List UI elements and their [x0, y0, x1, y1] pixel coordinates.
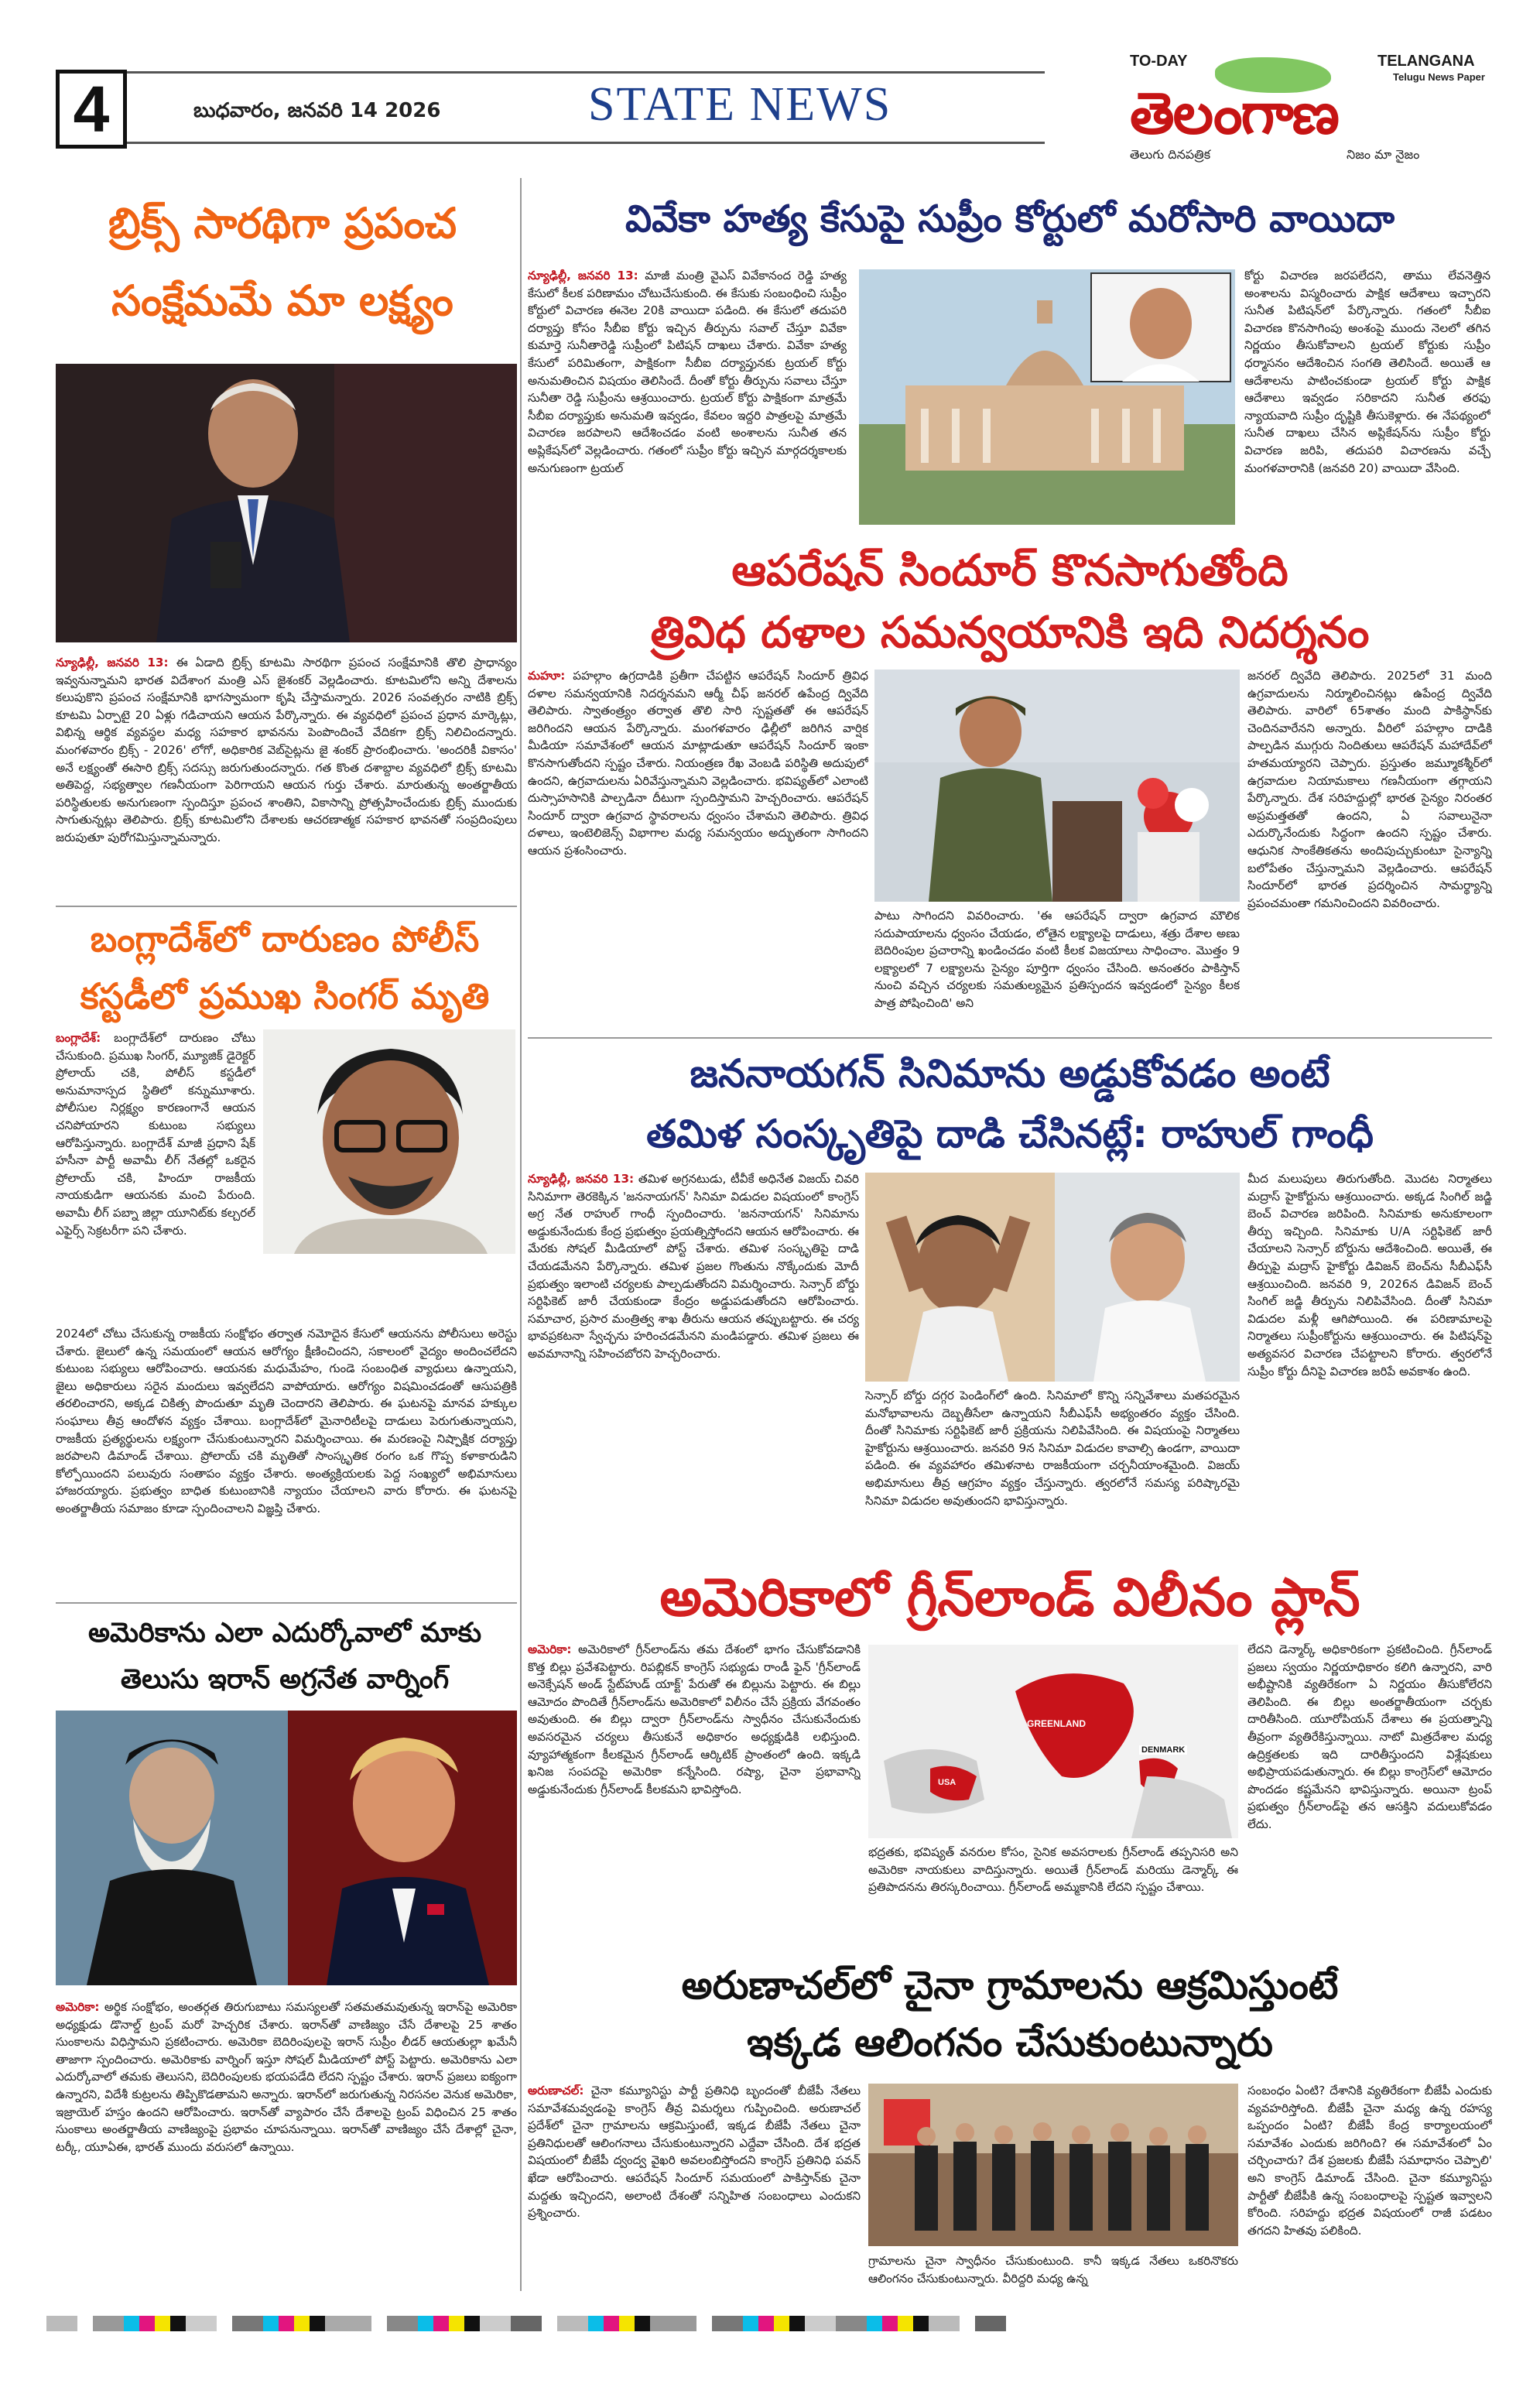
- map-label-greenland: GREENLAND: [1027, 1718, 1087, 1729]
- iran-headline-line2: తెలుసు ఇరాన్ అగ్రనేత వార్నింగ్: [120, 1664, 450, 1695]
- sindoor-body-left: [528, 667, 868, 1033]
- singer-photo: [263, 1029, 515, 1254]
- sindoor-body-mid: పాటు సాగిందని వివరించారు. 'ఈ ఆపరేషన్ ద్వారా ఉగ్రవాద మౌలిక సదుపాయాలను ధ్వంసం చేయడం, లోతైన లక్ష్యాలపై దాడులు, శత్రు దేశాల అణు బెదిరింపుల ప్రచారాన్ని ఖండించడం వంటి కీలక విజయాలు సాధించాం. మొత్తం 9 లక్ష్యాలలో 7 లక్ష్యాలను సైన్యం పూర్తిగా ధ్వంసం చేసింది. అనంతరం పాకిస్తాన్ నుంచి వచ్చిన చర్యలకు సమతుల్యమైన ప్రతిస్పందన ఇవ్వడంలో సైన్యం కీలక పాత్ర పోషించింది' అని: [874, 909, 1240, 1010]
- iran-body: [56, 1998, 517, 2300]
- logo-title: తెలంగాణ: [1130, 80, 1338, 147]
- brics-headline-line2: సంక్షేమమే మా లక్ష్యం: [111, 276, 453, 325]
- bangladesh-headline-line2: కస్టడీలో ప్రముఖ సింగర్ మృతి: [80, 975, 490, 1017]
- iran-body-text: అర్థిక సంక్షోభం, అంతర్గత తిరుగుబాటు సమస్యలతో సతమతమవుతున్న ఇరాన్‌పై అమెరికా అధ్యక్షుడు డొనాల్డ్ ట్రంప్ మరో హెచ్చరిక చేశారు. ఇరాన్‌తో వాణిజ్యం చేసే దేశాలపై 25 శాతం సుంకాలను విధిస్తామని ప్రకటించారు. అమెరికా బెదిరింపులపై ఇరాన్ సుప్రీం లీడర్ ఆయతుల్లా ఖమేనీ తాజాగా స్పందించారు. అమెరికాకు వార్నింగ్ ఇస్తూ సోషల్ మీడియాలో పోస్ట్ పెట్టారు. అమెరికాను ఎలా ఎదుర్కోవాలో తమకు తెలుసని, బెదిరింపులకు భయపడేది లేదని స్పష్టం చేశారు. ఇరాన్ ప్రజలు ఐక్యంగా ఉన్నారని, విదేశీ కుట్రలను తిప్పికొడతామని అన్నారు. ఇరాన్‌లో జరుగుతున్న నిరసనల వెనుక అమెరికా, ఇజ్రాయెల్ హస్తం ఉందని ఆరోపించారు. ఇరాన్‌తో వ్యాపారం చేసే దేశాలపై ట్రంప్ విధించిన 25 శాతం సుంకాలు అంతర్జాతీయ వాణిజ్యంపై ప్రభావం చూపనున్నాయి. ఇరాన్‌తో వాణిజ్యం చేసే దేశాల్లో చైనా, టర్కీ, యూఏఈ, భారత్ ముందు వరుసలో ఉన్నాయి.: [56, 2000, 517, 2154]
- arunachal-headline-line2: ఇక్కడ ఆలింగనం చేసుకుంటున్నారు: [747, 2020, 1273, 2065]
- print-registration-bar: [46, 2316, 1494, 2331]
- section-divider: [56, 1602, 517, 1604]
- greenland-lead: అమెరికా:: [528, 1642, 572, 1656]
- arunachal-meeting-photo: [868, 2084, 1238, 2246]
- iran-headline-line1: అమెరికాను ఎలా ఎదుర్కోవాలో మాకు: [87, 1618, 482, 1649]
- brics-body-text: ఈ ఏడాది బ్రిక్స్ కూటమి సారథిగా ప్రపంచ సంక్షేమానికి తొలి ప్రాధాన్యం ఇవ్వనున్నామని భారత విదేశాంగ మంత్రి ఎస్ జైశంకర్ వెల్లడించారు. కూటమిలోని అన్ని దేశాలను కలుపుకొని ప్రపంచ సంక్షేమానికి భాగస్వామంగా కృషి చేస్తామన్నారు. 2026 సంవత్సరం నాటికి బ్రిక్స్ కూటమి ఏర్పాటై 20 ఏళ్లు గడిచాయని ఆయన పేర్కొన్నారు. ఈ వ్యవధిలో ప్రపంచ ప్రధాన మార్కెట్లు, విభిన్న ఆర్థిక వ్యవస్థల మధ్య సహకార భావనను పెంపొందించే వేదికగా బ్రిక్స్ నిలిచిందన్నారు. మంగళవారం బ్రిక్స్ - 2026' లోగో, అధికారిక వెబ్‌సైట్లను జై శంకర్ ప్రారంభించారు. 'అందరికీ వికాసం' అనే లక్ష్యంతో ఈసారి బ్రిక్స్ సదస్సు జరుగుతుందన్నారు. గత కొంత దశాబ్దాల వ్యవధిలో బ్రిక్స్ కూటమి అతిపెద్ద, సభ్యత్వాల గణనీయంగా పెరిగాయని ఆయన గుర్తు చేశారు. మారుతున్న అంతర్జాతీయ పరిస్థితులకు అనుగుణంగా స్పందిస్తూ ప్రపంచ శాంతిని, వికాసాన్ని ప్రోత్సహించేందుకు బ్రిక్స్ ముందుకు సాగుతున్నట్లు తెలిపారు. బ్రిక్స్ కూటమిలోని దేశాలకు ఆచరణాత్మక సహకార భావనతో సంప్రదింపులు జరుపుతూ పురోగమిస్తున్నామన్నారు.: [56, 656, 517, 844]
- dateline: బుధవారం, జనవరి 14 2026: [193, 99, 441, 122]
- greenland-body-left-text: అమెరికాలో గ్రీన్‌లాండ్‌ను తమ దేశంలో భాగం చేసుకోవడానికి కొత్త బిల్లు ప్రవేశపెట్టారు. రిపబ్లికన్ కాంగ్రెస్ సభ్యుడు రాండీ ఫైన్ 'గ్రీన్‌లాండ్ అనెక్సేషన్ అండ్ స్టేట్‌హుడ్ యాక్ట్' పేరుతో ఈ బిల్లును పెట్టారు. ఈ బిల్లు ఆమోదం పొందితే గ్రీన్‌లాండ్‌ను అమెరికాలో విలీనం చేసే ప్రక్రియ వేగవంతం అవుతుంది. ఈ బిల్లు ద్వారా గ్రీన్‌లాండ్‌ను స్వాధీనం చేసుకునేందుకు అవసరమైన చర్యలు తీసుకునే అధికారం అధ్యక్షుడికి లభిస్తుంది. వ్యూహాత్మకంగా కీలకమైన గ్రీన్‌లాండ్ ఆర్కిటిక్ ప్రాంతంలో ఉంది. ఇక్కడి ఖనిజ సంపదపై అమెరికా కన్నేసింది. రష్యా, చైనా ప్రభావాన్ని అడ్డుకునేందుకు గ్రీన్‌లాండ్ కీలకమని భావిస్తోంది.: [528, 1642, 861, 1796]
- greenland-map: [868, 1645, 1238, 1838]
- brics-lead: న్యూఢిల్లీ, జనవరి 13:: [56, 656, 169, 670]
- sindoor-lead: మహూ:: [528, 669, 566, 683]
- arunachal-body-left-text: చైనా కమ్యూనిస్టు పార్టీ ప్రతినిధి బృందంతో బీజేపీ నేతలు సమావేశమవ్వడంపై కాంగ్రెస్ తీవ్ర విమర్శలు గుప్పించింది. అరుణాచల్ ప్రదేశ్‌లో చైనా గ్రామాలను ఆక్రమిస్తుంటే, ఇక్కడ బీజేపీ నేతలు చైనా ప్రతినిధులతో ఆలింగనాలు చేసుకుంటున్నారని ఎద్దేవా చేసింది. దేశ భద్రత విషయంలో బీజేపీ ద్వంద్వ వైఖరి అవలంబిస్తోందని కాంగ్రెస్ ప్రతినిధి పవన్ ఖేడా ఆరోపించారు. ఆపరేషన్ సిందూర్ సమయంలో పాకిస్తాన్‌కు చైనా మద్దతు ఇచ్చిందని, అలాంటి దేశంతో సన్నిహిత సంబంధాలు ఎందుకని ప్రశ్నించారు.: [528, 2084, 861, 2221]
- column-divider: [520, 178, 522, 2291]
- section-divider: [528, 1037, 1492, 1039]
- arunachal-body-left: [528, 2082, 861, 2307]
- bangladesh-body-left-text: బంగ్లాదేశ్‌లో దారుణం చోటు చేసుకుంది. ప్రముఖ సింగర్, మ్యూజిక్ డైరెక్టర్ ప్రోలాయ్ చకి, పోలీస్ కస్టడీలో అనుమానాస్పద స్థితిలో కన్నుమూశారు. పోలీసుల నిర్లక్ష్యం కారణంగానే ఆయన చనిపోయారని కుటుంబ సభ్యులు ఆరోపిస్తున్నారు. బంగ్లాదేశ్ మాజీ ప్రధాని షేక్ హసీనా పార్టీ అవామీ లీగ్ నేతల్లో ఒకరైన ప్రోలాయ్ చకి, హిందూ రాజకీయ నాయకుడిగా ఆయనకు మంచి పేరుంది. అవామీ లీగ్ పబ్నా జిల్లా యూనిట్‌కు కల్చరల్ ఎఫైర్స్ సెక్రటరీగా పని చేశారు.: [56, 1031, 255, 1238]
- newspaper-logo[interactable]: [1099, 53, 1486, 166]
- greenland-body-right: లేదని డెన్మార్క్ అధికారికంగా ప్రకటించింది. గ్రీన్‌లాండ్ ప్రజలు స్వయం నిర్ణయాధికారం కలిగి ఉన్నారని, వారి అభీష్టానికి వ్యతిరేకంగా ఏ నిర్ణయం తీసుకోలేరని తెలిపింది. ఈ బిల్లు అంతర్జాతీయంగా చర్చకు దారితీసింది. యూరోపియన్ దేశాలు ఈ ప్రయత్నాన్ని తీవ్రంగా వ్యతిరేకిస్తున్నాయి. నాటో మిత్రదేశాల మధ్య ఉద్రిక్తతలకు ఇది దారితీస్తుందని విశ్లేషకులు అభిప్రాయపడుతున్నారు. ఈ బిల్లు కాంగ్రెస్‌లో ఆమోదం పొందడం కష్టమేనని భావిస్తున్నారు. అయినా ట్రంప్ ప్రభుత్వం గ్రీన్‌లాండ్‌పై తన ఆసక్తిని వదులుకోవడం లేదు.: [1247, 1642, 1492, 1831]
- vijay-rahul-photo: [865, 1173, 1240, 1382]
- jananayagan-headline-line2: తమిళ సంస్కృతిపై దాడి చేసినట్లే: రాహుల్ గాంధీ: [646, 1111, 1374, 1156]
- jananayagan-body-right: మీద మలుపులు తిరుగుతోంది. మొదట నిర్మాతలు మద్రాస్ హైకోర్టును ఆశ్రయించారు. అక్కడ సింగిల్ జడ్జి బెంచ్ విచారణ జరిపింది. సినిమాకు అనుకూలంగా తీర్పు ఇచ్చింది. సినిమాకు U/A సర్టిఫికెట్ జారీ చేయాలని సెన్సార్ బోర్డును ఆదేశించింది. అయితే, ఈ తీర్పుపై మద్రాస్ హైకోర్టు డివిజన్ బెంచ్‌ను సీబీఎఫ్‌సీ ఆశ్రయించింది. జనవరి 9, 2026న డివిజన్ బెంచ్ సింగిల్ జడ్జి తీర్పును నిలిపివేసింది. దీంతో సినిమా విడుదల మళ్లీ ఆగిపోయింది. ఈ పరిణామాలపై నిర్మాతలు సుప్రీంకోర్టును ఆశ్రయించారు. ఈ పిటిషన్‌పై అత్యవసర విచారణ చేపట్టాలని కోరారు. త్వరలోనే సుప్రీం కోర్టు దీనిపై విచారణ జరిపే అవకాశం ఉంది.: [1247, 1172, 1492, 1378]
- page-number: 4: [56, 70, 127, 149]
- jananayagan-headline-line1: జననాయగన్ సినిమాను అడ్డుకోవడం అంటే: [690, 1051, 1330, 1096]
- sindoor-headline-line1: ఆపరేషన్ సిందూర్ కొనసాగుతోంది: [731, 546, 1288, 596]
- map-label-denmark: DENMARK: [1139, 1745, 1187, 1755]
- iran-lead: అమెరికా:: [56, 2000, 100, 2014]
- brics-headline-line1: బ్రిక్స్ సారథిగా ప్రపంచ: [108, 199, 457, 248]
- bangladesh-body-full: 2024లో చోటు చేసుకున్న రాజకీయ సంక్షోభం తర్వాత నమోదైన కేసులో ఆయనను పోలీసులు అరెస్టు చేశారు. జైలులో ఉన్న సమయంలో ఆయన ఆరోగ్యం క్షీణించిందని, సకాలంలో వైద్యం అందించలేదని కుటుంబ సభ్యులు ఆరోపించారు. ఆయనకు మధుమేహం, గుండె సంబంధిత వ్యాధులు ఉన్నాయని, జైలు అధికారులు సరైన మందులు ఇవ్వలేదని వాపోయారు. ఆరోగ్యం విషమించడంతో ఆసుపత్రికి తరలించారని, అక్కడ చికిత్స పొందుతూ మృతి చెందారని తెలిపారు. ఈ ఘటనపై మానవ హక్కుల సంఘాలు తీవ్ర ఆందోళన వ్యక్తం చేశాయి. బంగ్లాదేశ్‌లో మైనారిటీలపై దాడులు పెరుగుతున్నాయని, రాజకీయ ప్రత్యర్థులను లక్ష్యంగా చేసుకుంటున్నారని విమర్శించాయి. ఈ మరణంపై నిష్పాక్షిక దర్యాప్తు జరపాలని డిమాండ్ చేశాయి. ప్రోలాయ్ చకి మృతితో సాంస్కృతిక రంగం ఒక గొప్ప కళాకారుడిని కోల్పోయిందని పలువురు సంతాపం వ్యక్తం చేశారు. అంత్యక్రియలకు పెద్ద సంఖ్యలో అభిమానులు హాజరయ్యారు. ప్రభుత్వం బాధిత కుటుంబానికి న్యాయం చేయాలని వారు కోరారు. ఈ ఘటనపై అంతర్జాతీయ సమాజం కూడా స్పందించాలని విజ్ఞప్తి చేశారు.: [56, 1327, 517, 1515]
- viveka-body-right: కోర్టు విచారణ జరపలేదని, తాము లేవనెత్తిన అంశాలను విస్మరించారు పాక్షిక ఆదేశాలు ఇచ్చారని సునీత పిటిషన్‌లో పేర్కొన్నారు. గతంలో సీబీఐ విచారణ కొనసాగింపు అంశంపై ముందు నెలలో తగిన నిర్ణయం తీసుకోవాలని ట్రయల్ కోర్టుకు సుప్రీం ధర్మాసనం ఆదేశించిన సంగతి తెలిసిందే. అయితే ఆ ఆదేశాలను పాటించకుండా ట్రయల్ కోర్టు పాక్షిక ఆదేశాలు ఇవ్వడం సరికాదని సునీత తరఫు న్యాయవాది సుప్రీం దృష్టికి తీసుకెళ్లారు. ఈ నేపథ్యంలో సునీత దాఖలు చేసిన అప్లికేషన్‌ను సుప్రీం కోర్టు విచారణ జరిపి, తదుపరి విచారణను వచ్చే మంగళవారానికి (జనవరి 20) వాయిదా వేసింది.: [1244, 269, 1490, 475]
- jananayagan-body-left: [528, 1170, 859, 1553]
- jananayagan-lead: న్యూఢిల్లీ, జనవరి 13:: [528, 1172, 635, 1186]
- logo-tag-sub: Telugu News Paper: [1393, 71, 1485, 83]
- map-label-usa: USA: [938, 1778, 957, 1787]
- iran-trump-photo: [56, 1711, 517, 1985]
- logo-tag-left: TO-DAY: [1130, 53, 1188, 70]
- arunachal-lead: అరుణాచల్:: [528, 2084, 584, 2098]
- viveka-lead: న్యూఢిల్లీ, జనవరి 13:: [528, 269, 638, 283]
- bangladesh-headline-line1: బంగ్లాదేశ్‌లో దారుణం పోలీస్: [90, 918, 480, 960]
- jananayagan-body-mid: సెన్సార్ బోర్డు దగ్గర పెండింగ్‌లో ఉంది. సినిమాలో కొన్ని సన్నివేశాలు మతపరమైన మనోభావాలను దెబ్బతీసేలా ఉన్నాయని సీబీఎఫ్‌సీ అభ్యంతరం వ్యక్తం చేసింది. దీంతో సినిమాకు సర్టిఫికెట్ జారీ ప్రక్రియను నిలిపివేసింది. ఈ విషయంపై నిర్మాతలు హైకోర్టును ఆశ్రయించారు. జనవరి 9న సినిమా విడుదల కావాల్సి ఉండగా, వాయిదా పడింది. ఈ వ్యవహారం తమిళనాట రాజకీయంగా చర్చనీయాంశమైంది. విజయ్ అభిమానులు తీవ్ర ఆగ్రహం వ్యక్తం చేస్తున్నారు. త్వరలోనే సమస్య పరిష్కారమై సినిమా విడుదల అవుతుందని భావిస్తున్నారు.: [865, 1389, 1240, 1508]
- jananayagan-body-left-text: తమిళ అగ్రనటుడు, టీవీకే అధినేత విజయ్ చివరి సినిమాగా తెరకెక్కిన 'జననాయగన్' సినిమా విడుదల విషయంలో కాంగ్రెస్ అగ్ర నేత రాహుల్ గాంధీ స్పందించారు. 'జననాయగన్' సినిమాను అడ్డుకునేందుకు కేంద్ర ప్రభుత్వం ప్రయత్నిస్తోందని ఆయన ఆరోపించారు. ఈ మేరకు సోషల్ మీడియాలో పోస్ట్ చేశారు. తమిళ సంస్కృతిపై దాడి చేయడమేనని పేర్కొన్నారు. తమిళ ప్రజల గొంతును నొక్కేందుకు మోదీ ప్రభుత్వం ఇలాంటి చర్యలకు పాల్పడుతోందని విమర్శించారు. సెన్సార్ బోర్డు సర్టిఫికెట్ జారీ చేయకుండా కేంద్రం అడ్డుపడుతోందని ఆరోపించారు. సమాచార, ప్రసార మంత్రిత్వ శాఖ తీరును ఆయన తప్పుబట్టారు. ఈ చర్య భావప్రకటనా స్వేచ్ఛను హరించడమేనని మండిపడ్డారు. తమిళ ప్రజలు ఈ అవమానాన్ని సహించబోరని హెచ్చరించారు.: [528, 1172, 859, 1361]
- logo-subtitle-right: నిజం మా నైజం: [1347, 147, 1420, 162]
- greenland-headline: అమెరికాలో గ్రీన్‌లాండ్ విలీనం ప్లాన్: [659, 1567, 1360, 1628]
- army-chief-photo: [874, 670, 1240, 902]
- supreme-court-photo: [859, 269, 1235, 525]
- sindoor-headline-line2: త్రివిధ దళాల సమన్వయానికి ఇది నిదర్శనం: [650, 608, 1370, 658]
- jaishankar-photo: [56, 364, 517, 642]
- section-divider: [56, 906, 517, 907]
- bangladesh-body-left: [56, 1029, 255, 1324]
- greenland-body-left: [528, 1641, 861, 1950]
- viveka-body-left-text: మాజీ మంత్రి వైఎస్ వివేకానంద రెడ్డి హత్య కేసులో కీలక పరిణామం చోటుచేసుకుంది. ఈ కేసుకు సంబంధించి సుప్రీం కోర్టులో విచారణ ఈనెల 20కి వాయిదా పడింది. ఈ కేసులో తదుపరి దర్యాప్తు కోసం సీబీఐ కోర్టు ఇచ్చిన తీర్పును సవాల్ చేస్తూ వివేకా కుమార్తె సునీతారెడ్డి సుప్రీంలో పిటిషన్ దాఖలు చేశారు. వివేకా హత్య కేసులో పరిమితంగా, పాక్షికంగా సీబీఐ దర్యాప్తునకు ట్రయల్ కోర్టు అనుమతించిన విషయం తెలిసిందే. దీంతో కోర్టు తీర్పును సవాలు చేస్తూ సునీతా రెడ్డి సుప్రీంను ఆశ్రయించారు. ట్రయల్ కోర్టు పాక్షికంగా మాత్రమే సీబీఐ దర్యాప్తుకు అనుమతి ఇవ్వడం, కేవలం ఇద్దరి పాత్రలపై మాత్రమే విచారణ జరపాలని ఆదేశించడం వంటి అంశాలను సునీత తన అప్లికేషన్‌లో వెల్లడించారు. గతంలో సుప్రీం కోర్టు ఇచ్చిన మార్గదర్శకాలకు అనుగుణంగా ట్రయల్: [528, 269, 847, 475]
- sindoor-body-left-text: పహల్గాం ఉగ్రదాడికి ప్రతీగా చేపట్టిన ఆపరేషన్ సిందూర్ త్రివిధ దళాల సమన్వయానికి నిదర్శనమని ఆర్మీ చీఫ్ జనరల్ ఉపేంద్ర ద్వివేది తెలిపారు. స్వాతంత్ర్యం తర్వాత తొలి సారి స్పష్టతతో ఈ ఆపరేషన్ జరిగిందని ఆయన పేర్కొన్నారు. మంగళవారం ఢిల్లీలో జరిగిన వార్షిక మీడియా సమావేశంలో ఆయన మాట్లాడుతూ ఆపరేషన్ సిందూర్ ఇంకా కొనసాగుతోందని స్పష్టం చేశారు. నియంత్రణ రేఖ వెంబడి పరిస్థితి అదుపులో ఉందని, ఉగ్రవాదులను ఏరివేస్తున్నామని వెల్లడించారు. భవిష్యత్‌లో ఎలాంటి దుస్సాహసానికి పాల్పడినా దీటుగా స్పందిస్తామని హెచ్చరించారు. ఆపరేషన్ సిందూర్ ద్వారా ఉగ్రవాద స్థావరాలను ధ్వంసం చేశామని తెలిపారు. త్రివిధ దళాలు, ఇంటెలిజెన్స్ విభాగాల మధ్య సమన్వయం అద్భుతంగా సాగిందని ఆయన ప్రశంసించారు.: [528, 669, 868, 858]
- bangladesh-lead: బంగ్లాదేశ్:: [56, 1031, 101, 1045]
- sindoor-body-right: జనరల్ ద్వివేది తెలిపారు. 2025లో 31 మంది ఉగ్రవాదులను నిర్మూలించినట్లు ఉపేంద్ర ద్వివేది తెలిపారు. వారిలో 65శాతం మంది పాకిస్థాన్‌కు చెందినవారేనని అన్నారు. వీరిలో పహల్గాం దాడికి పాల్పడిన ముగ్గురు నిందితులు ఆపరేషన్ మహాదేవ్‌లో హతమయ్యారని చెప్పారు. ప్రస్తుతం జమ్మూకశ్మీర్‌లో ఉగ్రవాదుల నియామకాలు గణనీయంగా తగ్గాయని పేర్కొన్నారు. దేశ సరిహద్దుల్లో భారత సైన్యం నిరంతర అప్రమత్తతతో ఉందని, ఏ సవాలునైనా ఎదుర్కొనేందుకు సిద్ధంగా ఉందని స్పష్టం చేశారు. ఆధునిక సాంకేతికతను అందిపుచ్చుకుంటూ సైన్యాన్ని బలోపేతం చేస్తున్నామని వెల్లడించారు. ఆపరేషన్ సిందూర్‌లో భారత ప్రదర్శించిన సామర్థ్యాన్ని ప్రపంచమంతా గమనించిందని వివరించారు.: [1247, 669, 1492, 910]
- arunachal-body-mid: గ్రామాలను చైనా స్వాధీనం చేసుకుంటుంది. కానీ ఇక్కడ నేతలు ఒకరినొకరు ఆలింగనం చేసుకుంటున్నారు. వీరిద్దరి మధ్య ఉన్న: [868, 2254, 1238, 2286]
- arunachal-body-right: సంబంధం ఏంటి? దేశానికి వ్యతిరేకంగా బీజేపీ ఎందుకు వ్యవహరిస్తోంది. బీజేపీ చైనా మధ్య ఉన్న రహస్య ఒప్పందం ఏంటి? బీజేపీ కేంద్ర కార్యాలయంలో సమావేశం ఎందుకు జరిగింది? ఈ సమావేశంలో ఏం చర్చించారు? దేశ ప్రజలకు బీజేపీ సమాధానం చెప్పాలి' అని కాంగ్రెస్ డిమాండ్ చేసింది. చైనా కమ్యూనిస్టు పార్టీతో బీజేపీకి ఉన్న సంబంధాలపై స్పష్టత ఇవ్వాలని కోరింది. సరిహద్దు భద్రత విషయంలో రాజీ పడటం తగదని హితవు పలికింది.: [1247, 2084, 1492, 2238]
- brics-body: [56, 654, 517, 906]
- greenland-body-mid: భద్రతకు, భవిష్యత్ వనరుల కోసం, సైనిక అవసరాలకు గ్రీన్‌లాండ్ తప్పనిసరి అని అమెరికా నాయకులు వాదిస్తున్నారు. అయితే గ్రీన్‌లాండ్ మరియు డెన్మార్క్ ఈ ప్రతిపాదనను తిరస్కరించాయి. గ్రీన్‌లాండ్ అమ్మకానికి లేదని స్పష్టం చేశాయి.: [868, 1845, 1238, 1895]
- section-title: STATE NEWS: [588, 78, 892, 131]
- viveka-body-left: [528, 267, 847, 534]
- arunachal-headline-line1: అరుణాచల్‌లో చైనా గ్రామాలను ఆక్రమిస్తుంటే: [681, 1963, 1339, 2008]
- viveka-headline: వివేకా హత్య కేసుపై సుప్రీం కోర్టులో మరోసారి వాయిదా: [625, 197, 1395, 241]
- logo-subtitle-left: తెలుగు దినపత్రిక: [1130, 147, 1211, 162]
- logo-tag-right: TELANGANA: [1377, 53, 1475, 70]
